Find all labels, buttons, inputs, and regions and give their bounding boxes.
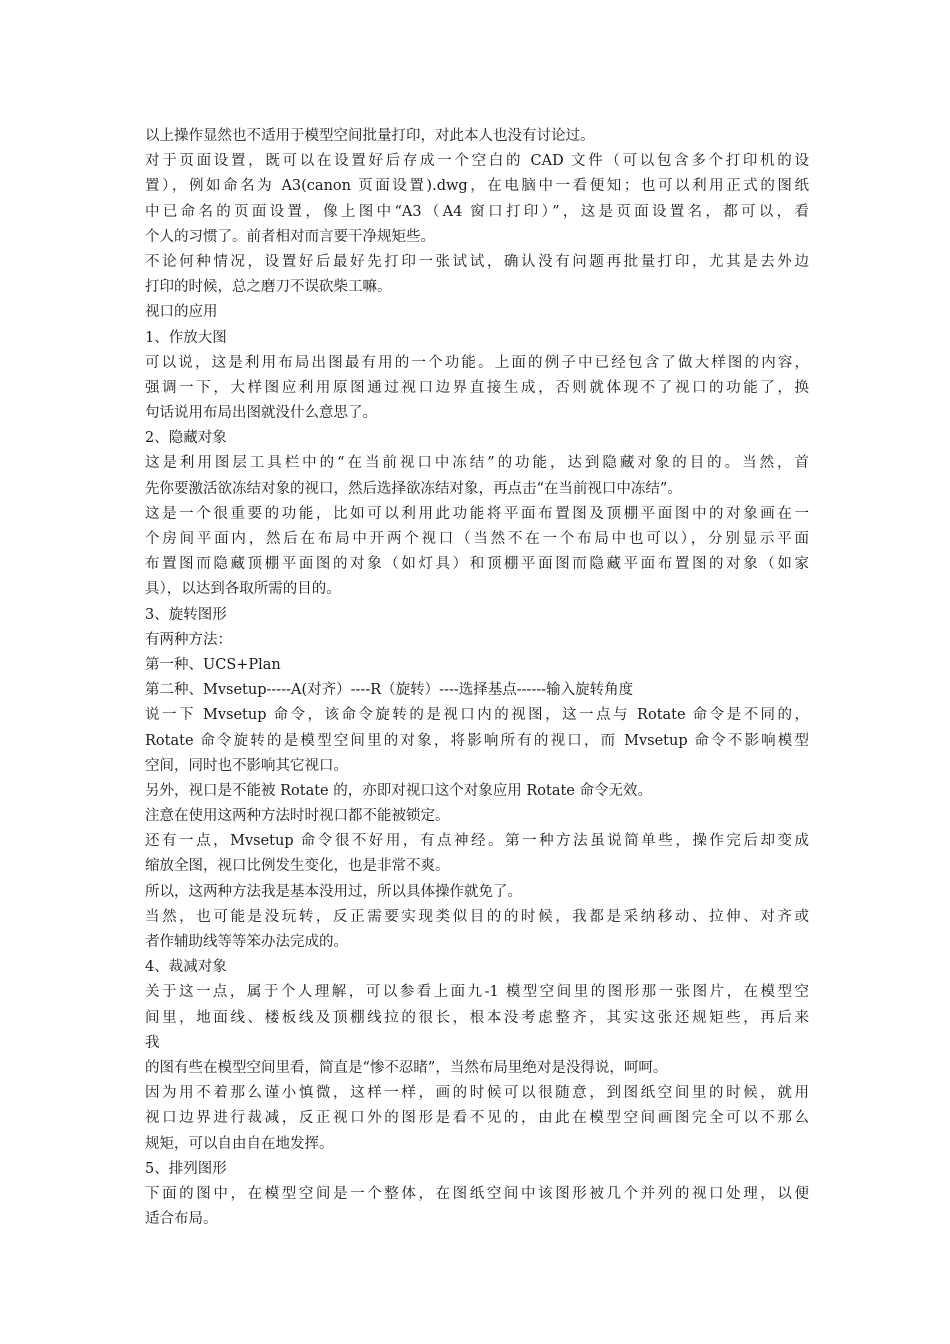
text-line: 这是利用图层工具栏中的“在当前视口中冻结”的功能，达到隐藏对象的目的。当然，首 — [145, 455, 809, 472]
text-line: 打印的时候，总之磨刀不误砍柴工嘛。 — [145, 279, 392, 296]
section-heading: 1、作放大图 — [145, 329, 227, 346]
text-line: 有两种方法： — [145, 631, 232, 648]
text-line: 不论何种情况，设置好后最好先打印一张试试，确认没有问题再批量打印，尤其是去外边 — [145, 253, 809, 270]
text-line: 置），例如命名为 A3(canon 页面设置).dwg，在电脑中一看便知；也可以利用正式的图纸 — [145, 178, 809, 195]
text-line: 视口边界进行裁减，反正视口外的图形是看不见的，由此在模型空间画图完全可以不那么 — [145, 1110, 809, 1127]
text-line: 第一种、UCS+Plan — [145, 656, 281, 673]
text-line: 空间，同时也不影响其它视口。 — [145, 757, 348, 774]
text-line: 强调一下，大样图应利用原图通过视口边界直接生成，否则就体现不了视口的功能了，换 — [145, 379, 809, 396]
text-line: 先你要激活欲冻结对象的视口，然后选择欲冻结对象，再点击“在当前视口中冻结”。 — [145, 480, 682, 497]
section-heading: 4、裁减对象 — [145, 959, 227, 976]
text-line: 这是一个很重要的功能，比如可以利用此功能将平面布置图及顶棚平面图中的对象画在一 — [145, 505, 809, 522]
text-line: 缩放全图，视口比例发生变化，也是非常不爽。 — [145, 858, 450, 875]
text-line: 句话说用布局出图就没什么意思了。 — [145, 405, 377, 422]
text-line: 的图有些在模型空间里看，简直是“惨不忍睹”，当然布局里绝对是没得说，呵呵。 — [145, 1059, 668, 1076]
text-line: 第二种、Mvsetup-----A(对齐）----R（旋转）----选择基点------输入旋转角度 — [145, 682, 634, 699]
text-line: 还有一点，Mvsetup 命令很不好用，有点神经。第一种方法虽说简单些，操作完后却变成 — [145, 833, 809, 850]
text-line: 规矩，可以自由自在地发挥。 — [145, 1135, 334, 1152]
section-heading: 5、排列图形 — [145, 1160, 227, 1177]
text-line: 个房间平面内，然后在布局中开两个视口（当然不在一个布局中也可以），分别显示平面 — [145, 531, 809, 547]
text-line: 具），以达到各取所需的目的。 — [145, 581, 341, 598]
text-line: 中已命名的页面设置，像上图中“A3（A4 窗口打印）”，这是页面设置名，都可以，看 — [145, 203, 809, 220]
section-heading: 2、隐藏对象 — [145, 430, 227, 447]
text-line: 下面的图中，在模型空间是一个整体，在图纸空间中该图形被几个并列的视口处理，以便 — [145, 1185, 809, 1202]
section-heading: 视口的应用 — [145, 304, 218, 321]
text-line: 我 — [145, 1034, 160, 1051]
text-line: 对于页面设置，既可以在设置好后存成一个空白的 CAD 文件（可以包含多个打印机的设 — [145, 153, 809, 170]
text-line: 适合布局。 — [145, 1211, 218, 1228]
text-line: 所以，这两种方法我是基本没用过，所以具体操作就免了。 — [145, 883, 522, 900]
document-body — [145, 124, 811, 1232]
text-line: 布置图而隐藏顶棚平面图的对象（如灯具）和顶棚平面图而隐藏平面布置图的对象（如家 — [145, 556, 809, 573]
text-line: 另外，视口是不能被 Rotate 的，亦即对视口这个对象应用 Rotate 命令无效。 — [145, 782, 652, 799]
text-line: 间里，地面线、楼板线及顶棚线拉的很长，根本没考虑整齐，其实这张还规矩些，再后来 — [145, 1009, 809, 1026]
text-line: 以上操作显然也不适用于模型空间批量打印，对此本人也没有讨论过。 — [145, 128, 595, 144]
text-line: 当然，也可能是没玩转，反正需要实现类似目的的时候，我都是采纳移动、拉伸、对齐或 — [145, 908, 809, 925]
text-line: 说一下 Mvsetup 命令，该命令旋转的是视口内的视图，这一点与 Rotate 命令是不同的， — [145, 707, 809, 724]
text-line: 注意在使用这两种方法时时视口都不能被锁定。 — [145, 808, 450, 825]
text-line: 关于这一点，属于个人理解，可以参看上面九-1 模型空间里的图形那一张图片，在模型空 — [145, 984, 809, 1001]
text-line: 可以说，这是利用布局出图最有用的一个功能。上面的例子中已经包含了做大样图的内容， — [145, 354, 809, 371]
text-line: 者作辅助线等等笨办法完成的。 — [145, 934, 348, 950]
text-line: 个人的习惯了。前者相对而言要干净规矩些。 — [145, 228, 435, 245]
section-heading: 3、旋转图形 — [145, 606, 227, 623]
text-line: 因为用不着那么谨小慎微，这样一样，画的时候可以很随意，到图纸空间里的时候，就用 — [145, 1085, 809, 1102]
text-line: Rotate 命令旋转的是模型空间里的对象，将影响所有的视口，而 Mvsetup 命令不影响模型 — [145, 732, 809, 749]
